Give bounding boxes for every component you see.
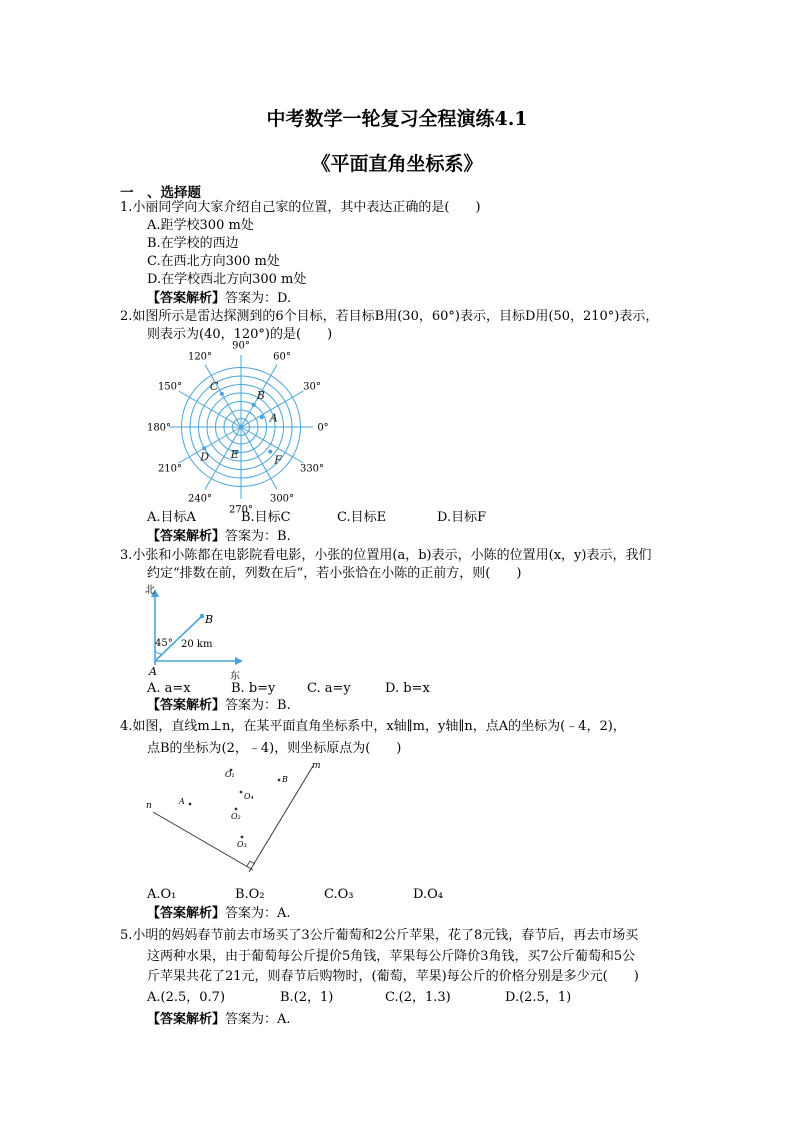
- answer-text: 答案为：A.: [225, 1012, 291, 1027]
- radar-angle-label: 0°: [317, 422, 329, 434]
- radar-angle-label: 240°: [187, 493, 213, 505]
- radar-target-point: [268, 450, 272, 454]
- question-3-option-a: A. a=x: [147, 681, 191, 696]
- question-1-stem: 1.小丽同学向大家介绍自己家的位置，其中表达正确的是( ): [120, 200, 481, 215]
- answer-label: 【答案解析】: [147, 1012, 226, 1027]
- question-2-option-b: B.目标C: [241, 510, 291, 525]
- label-b: B: [282, 775, 288, 784]
- radar-spoke: [179, 391, 241, 427]
- point-o3: [241, 836, 244, 839]
- radar-spoke: [241, 427, 277, 489]
- radar-target-label: A: [269, 411, 278, 425]
- question-5-stem-line3: 斤苹果共花了21元，则春节后购物时，(葡萄，苹果)每公斤的价格分别是多少元( ): [147, 969, 639, 984]
- point-b-label: B: [205, 613, 214, 626]
- east-label: 东: [230, 671, 240, 682]
- label-o4: O₄: [244, 792, 254, 801]
- angle-arc: [155, 651, 162, 654]
- question-1-option-d: D.在学校西北方向300 m处: [147, 272, 307, 287]
- radar-target-point: [252, 403, 256, 407]
- north-label: 北: [145, 585, 155, 596]
- question-2-option-d: D.目标F: [437, 510, 487, 525]
- point-a-label: A: [149, 665, 157, 678]
- label-o3: O₃: [237, 840, 247, 849]
- compass-figure: [145, 583, 255, 682]
- point-b: [200, 614, 204, 618]
- question-3-option-d: D. b=x: [385, 681, 430, 696]
- line-m: [249, 766, 313, 872]
- question-4-stem-line2: 点B的坐标为(2，﹣4)，则坐标原点为( ): [147, 741, 402, 756]
- answer-label: 【答案解析】: [147, 906, 226, 921]
- radar-target-label: D: [200, 450, 210, 464]
- label-o1: O₁: [225, 770, 235, 779]
- question-4-answer: [147, 905, 291, 923]
- radar-angle-label: 30°: [303, 381, 321, 393]
- radar-figure: [146, 340, 355, 516]
- radar-target-label: E: [230, 448, 239, 462]
- radar-spoke: [205, 365, 241, 427]
- point-b: [278, 779, 281, 782]
- question-1-option-a: A.距学校300 m处: [147, 218, 254, 233]
- radar-angle-label: 90°: [232, 340, 250, 352]
- question-3-stem-line2: 约定“排数在前，列数在后”，若小张恰在小陈的正前方，则( ): [147, 566, 522, 581]
- question-3-answer: [147, 697, 291, 715]
- radar-angle-label: 60°: [273, 351, 291, 363]
- point-o2: [235, 808, 238, 811]
- answer-text: 答案为：B.: [225, 529, 291, 544]
- question-4-option-b: B.O₂: [235, 887, 265, 902]
- question-4-option-c: C.O₃: [324, 887, 354, 902]
- question-3-option-b: B. b=y: [231, 681, 276, 696]
- question-3-stem-line1: 3.小张和小陈都在电影院看电影，小张的位置用(a，b)表示，小陈的位置用(x，y)表示，我们: [120, 548, 652, 563]
- distance-label: 20 km: [181, 639, 213, 650]
- question-4-option-d: D.O₄: [413, 887, 443, 902]
- question-2-stem-line1: 2.如图所示是雷达探测到的6个目标，若目标B用(30，60°)表示，目标D用(50，210°)表示，: [120, 309, 659, 324]
- question-5-option-c: C.(2，1.3): [385, 990, 451, 1005]
- question-5-stem-line2: 这两种水果，由于葡萄每公斤提价5角钱，苹果每公斤降价3角钱，买7公斤葡萄和5公: [147, 949, 636, 964]
- label-n: n: [146, 801, 152, 811]
- answer-label: 【答案解析】: [147, 291, 226, 306]
- question-4-stem-line1: 4.如图，直线m⊥n，在某平面直角坐标系中，x轴∥m，y轴∥n，点A的坐标为(﹣4，2)，: [120, 719, 626, 734]
- question-5-option-b: B.(2，1): [280, 990, 334, 1005]
- radar-target-label: F: [274, 453, 282, 467]
- section-heading: 一 、选择题: [120, 185, 201, 201]
- label-o2: O₂: [231, 812, 241, 821]
- radar-target-label: C: [209, 379, 219, 393]
- label-a: A: [179, 797, 185, 806]
- east-arrow-head: [235, 657, 243, 665]
- question-2-option-a: A.目标A: [147, 510, 196, 525]
- question-2-option-c: C.目标E: [337, 510, 387, 525]
- answer-label: 【答案解析】: [147, 529, 226, 544]
- radar-target-point: [220, 392, 224, 396]
- doc-title-line1: 中考数学一轮复习全程演练4.1: [266, 108, 528, 130]
- radar-angle-label: 180°: [146, 422, 172, 434]
- point-o4: [240, 791, 243, 794]
- answer-label: 【答案解析】: [147, 698, 226, 713]
- radar-angle-label: 210°: [157, 463, 183, 475]
- right-angle-mark: [247, 861, 255, 866]
- label-m: m: [312, 761, 321, 771]
- radar-target-point: [260, 415, 264, 419]
- question-1-option-b: B.在学校的西边: [147, 236, 239, 251]
- question-2-answer: [147, 528, 291, 546]
- question-1-answer: [147, 290, 291, 308]
- lines-figure: [143, 760, 323, 880]
- answer-text: 答案为：D.: [225, 291, 292, 306]
- radar-chart: [147, 341, 329, 516]
- question-2-stem-line2: 则表示为(40，120°)的是( ): [147, 327, 333, 342]
- radar-angle-label: 270°: [228, 504, 254, 516]
- question-4-option-a: A.O₁: [147, 887, 177, 902]
- question-5-option-d: D.(2.5，1): [505, 990, 572, 1005]
- answer-text: 答案为：A.: [225, 906, 291, 921]
- radar-angle-label: 330°: [299, 463, 325, 475]
- radar-angle-label: 300°: [269, 493, 295, 505]
- doc-title-line2: 《平面直角坐标系》: [311, 153, 483, 175]
- radar-target-label: B: [256, 388, 265, 402]
- point-a: [189, 803, 192, 806]
- answer-text: 答案为：B.: [225, 698, 291, 713]
- question-1-option-c: C.在西北方向300 m处: [147, 254, 280, 269]
- question-5-answer: [147, 1011, 291, 1029]
- angle-label: 45°: [155, 638, 173, 649]
- radar-spoke: [241, 427, 303, 463]
- question-3-option-c: C. a=y: [307, 681, 351, 696]
- question-5-option-a: A.(2.5，0.7): [147, 990, 226, 1005]
- question-5-stem-line1: 5.小明的妈妈春节前去市场买了3公斤葡萄和2公斤苹果，花了8元钱，春节后，再去市场买: [120, 928, 639, 943]
- radar-angle-label: 120°: [187, 351, 213, 363]
- radar-angle-label: 150°: [157, 381, 183, 393]
